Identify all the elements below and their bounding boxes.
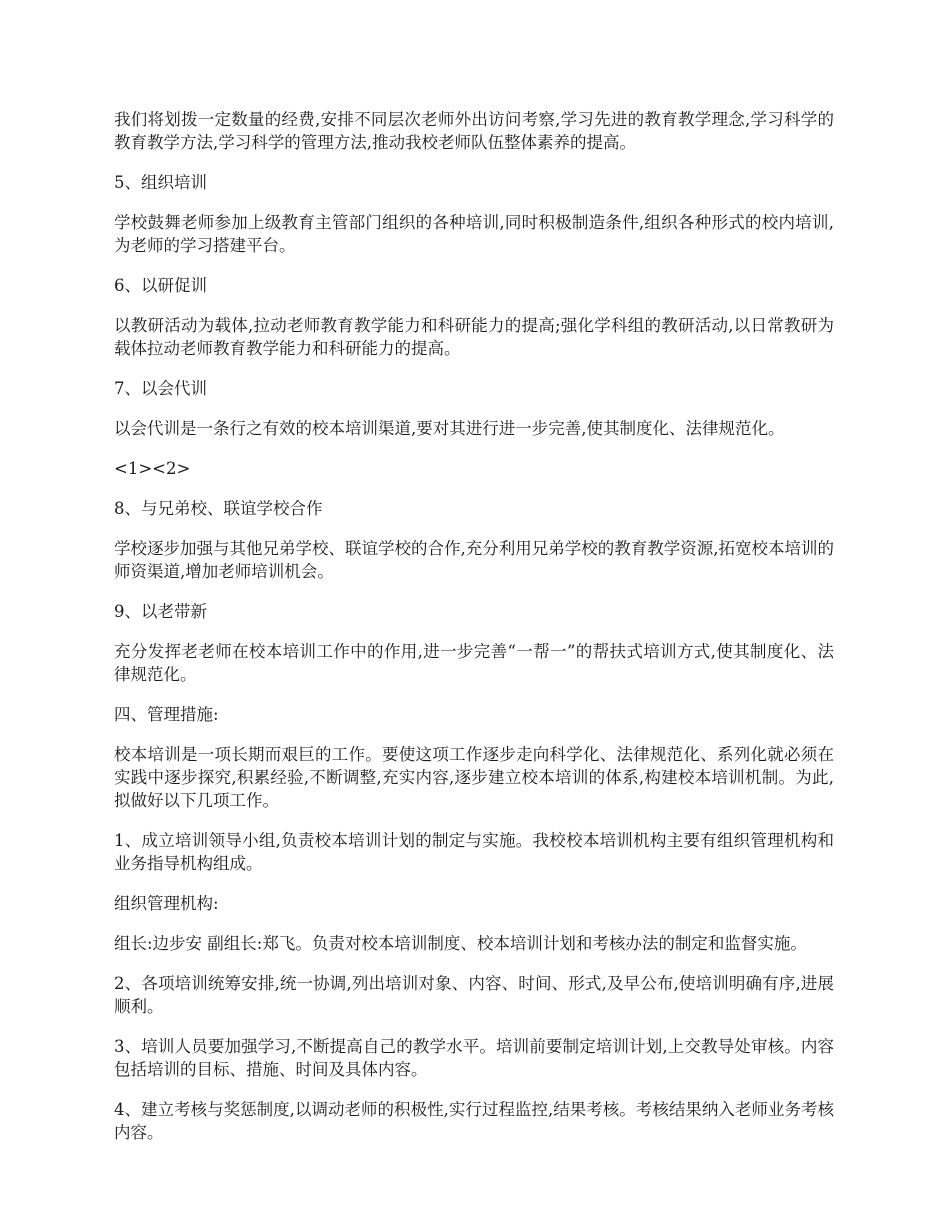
heading-organize-training: 5、组织培训 (114, 173, 207, 192)
heading-research-training: 6、以研促训 (114, 276, 207, 295)
paragraph-funding: 我们将划拨一定数量的经费,安排不同层次老师外出访问考察,学习先进的教育教学理念,学习科学的教育教学方法,学习科学的管理方法,推动我校老师队伍整体素养的提高。 (114, 110, 834, 152)
heading-management-measures: 四、管理措施: (114, 705, 219, 724)
document-page (114, 108, 834, 1161)
paragraph-organize-training: 学校鼓舞老师参加上级教育主管部门组织的各种培训,同时积极制造条件,组织各种形式的校内培训,为老师的学习搭建平台。 (114, 213, 834, 255)
paragraph-measure-2: 2、各项培训统筹安排,统一协调,列出培训对象、内容、时间、形式,及早公布,使培训明确有序,进展顺利。 (114, 974, 834, 1016)
paragraph-measure-4: 4、建立考核与奖惩制度,以调动老师的积极性,实行过程监控,结果考核。考核结果纳入老师业务考核内容。 (114, 1100, 834, 1142)
paragraph-school-cooperation: 学校逐步加强与其他兄弟学校、联谊学校的合作,充分利用兄弟学校的教育教学资源,拓宽校本培训的师资渠道,增加老师培训机会。 (114, 539, 834, 581)
paragraph-measure-3: 3、培训人员要加强学习,不断提高自己的教学水平。培训前要制定培训计划,上交教导处审核。内容包括培训的目标、措施、时间及具体内容。 (114, 1037, 834, 1079)
paragraph-management-intro: 校本培训是一项长期而艰巨的工作。要使这项工作逐步走向科学化、法律规范化、系列化就必须在实践中逐步探究,积累经验,不断调整,充实内容,逐步建立校本培训的体系,构建校本培训机制。为此,拟做好以下几项工作。 (114, 745, 834, 810)
page-marker: <1><2> (114, 459, 191, 478)
heading-org-management: 组织管理机构: (114, 894, 219, 913)
heading-school-cooperation: 8、与兄弟校、联谊学校合作 (114, 499, 323, 518)
paragraph-measure-1: 1、成立培训领导小组,负责校本培训计划的制定与实施。我校校本培训机构主要有组织管理机构和业务指导机构组成。 (114, 831, 834, 873)
heading-meeting-training: 7、以会代训 (114, 379, 207, 398)
paragraph-meeting-training: 以会代训是一条行之有效的校本培训渠道,要对其进行进一步完善,使其制度化、法律规范化。 (114, 419, 785, 438)
paragraph-research-training: 以教研活动为载体,拉动老师教育教学能力和科研能力的提高;强化学科组的教研活动,以日常教研为载体拉动老师教育教学能力和科研能力的提高。 (114, 316, 834, 358)
paragraph-mentoring: 充分发挥老老师在校本培训工作中的作用,进一步完善“一帮一”的帮扶式培训方式,使其制度化、法律规范化。 (114, 642, 834, 684)
heading-mentoring: 9、以老带新 (114, 602, 207, 621)
paragraph-group-leaders: 组长:边步安 副组长:郑飞。负责对校本培训制度、校本培训计划和考核办法的制定和监督实施。 (114, 934, 807, 953)
